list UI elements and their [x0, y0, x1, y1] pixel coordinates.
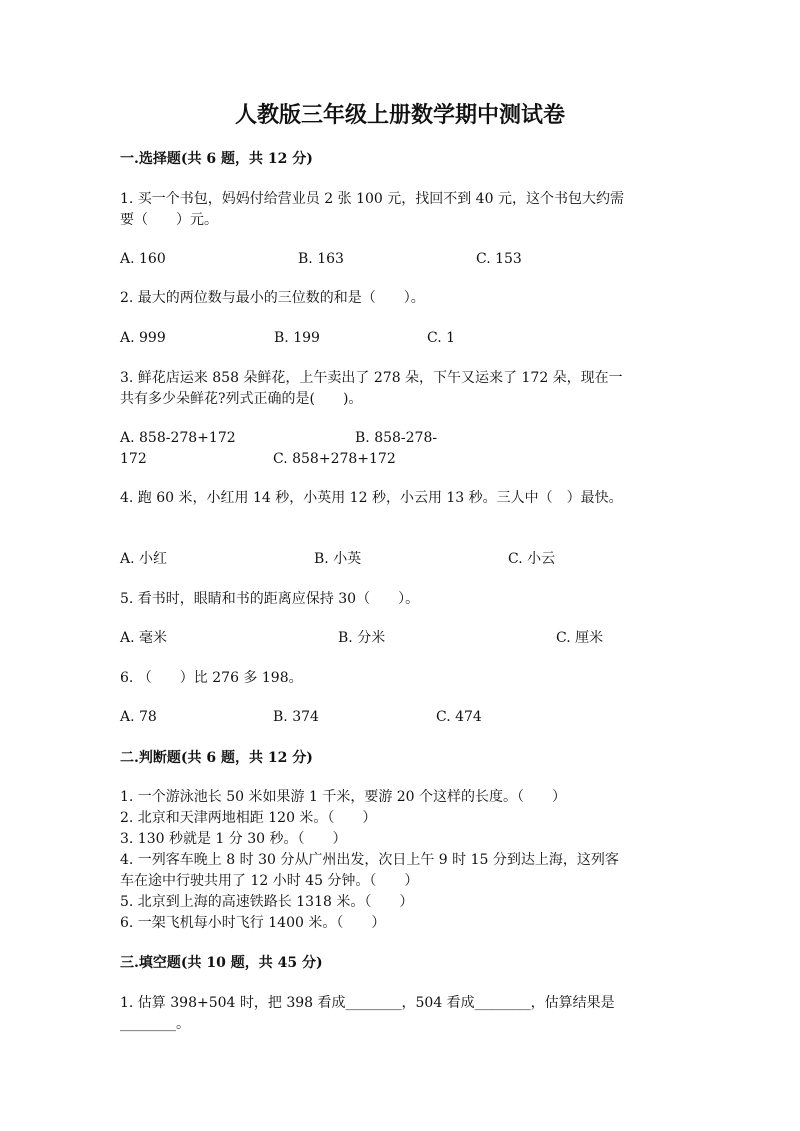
option-b: B. 分米: [338, 630, 386, 646]
section-heading-choice: 一.选择题(共 6 题，共 12 分): [120, 151, 313, 167]
fill-in-item: ________。: [120, 1016, 190, 1032]
question-text: 1. 买一个书包，妈妈付给营业员 2 张 100 元，找回不到 40 元，这个书包大约需: [120, 191, 624, 207]
option-c: C. 153: [476, 251, 522, 267]
option-a: A. 毫米: [120, 630, 168, 646]
option-c: C. 1: [427, 330, 456, 346]
fill-in-item: 1. 估算 398+504 时，把 398 看成________，504 看成________，估算结果是: [120, 995, 615, 1011]
question-text: 要（ ）元。: [120, 212, 218, 228]
question-text: 2. 最大的两位数与最小的三位数的和是（ ）。: [120, 290, 425, 306]
option-b: B. 小英: [314, 551, 362, 567]
judgment-item: 2. 北京和天津两地相距 120 米。（ ）: [120, 810, 377, 826]
question-text: 共有多少朵鲜花?列式正确的是( )。: [120, 391, 363, 407]
judgment-item: 车在途中行驶共用了 12 小时 45 分钟。（ ）: [120, 873, 419, 889]
option-c: C. 858+278+172: [273, 451, 396, 467]
option-a: A. 小红: [120, 551, 168, 567]
option-b: B. 199: [274, 330, 320, 346]
question-text: 5. 看书时，眼睛和书的距离应保持 30（ ）。: [120, 591, 420, 607]
option-a: A. 999: [120, 330, 166, 346]
question-text: 4. 跑 60 米，小红用 14 秒，小英用 12 秒，小云用 13 秒。三人中（ ）最快。: [120, 490, 623, 506]
judgment-item: 1. 一个游泳池长 50 米如果游 1 千米，要游 20 个这样的长度。（ ）: [120, 789, 567, 805]
judgment-item: 4. 一列客车晚上 8 时 30 分从广州出发，次日上午 9 时 15 分到达上海，这列客: [120, 852, 619, 868]
question-text: 3. 鲜花店运来 858 朵鲜花，上午卖出了 278 朵，下午又运来了 172 朵，现在一: [120, 370, 623, 386]
option-c: C. 厘米: [556, 630, 604, 646]
judgment-item: 3. 130 秒就是 1 分 30 秒。（ ）: [120, 831, 347, 847]
page-title: 人教版三年级上册数学期中测试卷: [234, 102, 565, 128]
section-heading-fill-in: 三.填空题(共 10 题，共 45 分): [120, 955, 323, 971]
option-c: C. 474: [436, 709, 482, 725]
option-a: A. 160: [120, 251, 166, 267]
section-heading-judgment: 二.判断题(共 6 题，共 12 分): [120, 750, 313, 766]
option-a: A. 858-278+172: [120, 430, 236, 446]
option-a: A. 78: [120, 709, 157, 725]
option-b-continued: 172: [120, 451, 147, 467]
question-text: 6. （ ）比 276 多 198。: [120, 670, 303, 686]
option-c: C. 小云: [508, 551, 556, 567]
judgment-item: 5. 北京到上海的高速铁路长 1318 米。（ ）: [120, 894, 414, 910]
option-b: B. 858-278-: [355, 430, 438, 446]
option-b: B. 163: [298, 251, 344, 267]
judgment-item: 6. 一架飞机每小时飞行 1400 米。（ ）: [120, 915, 386, 931]
option-b: B. 374: [273, 709, 319, 725]
